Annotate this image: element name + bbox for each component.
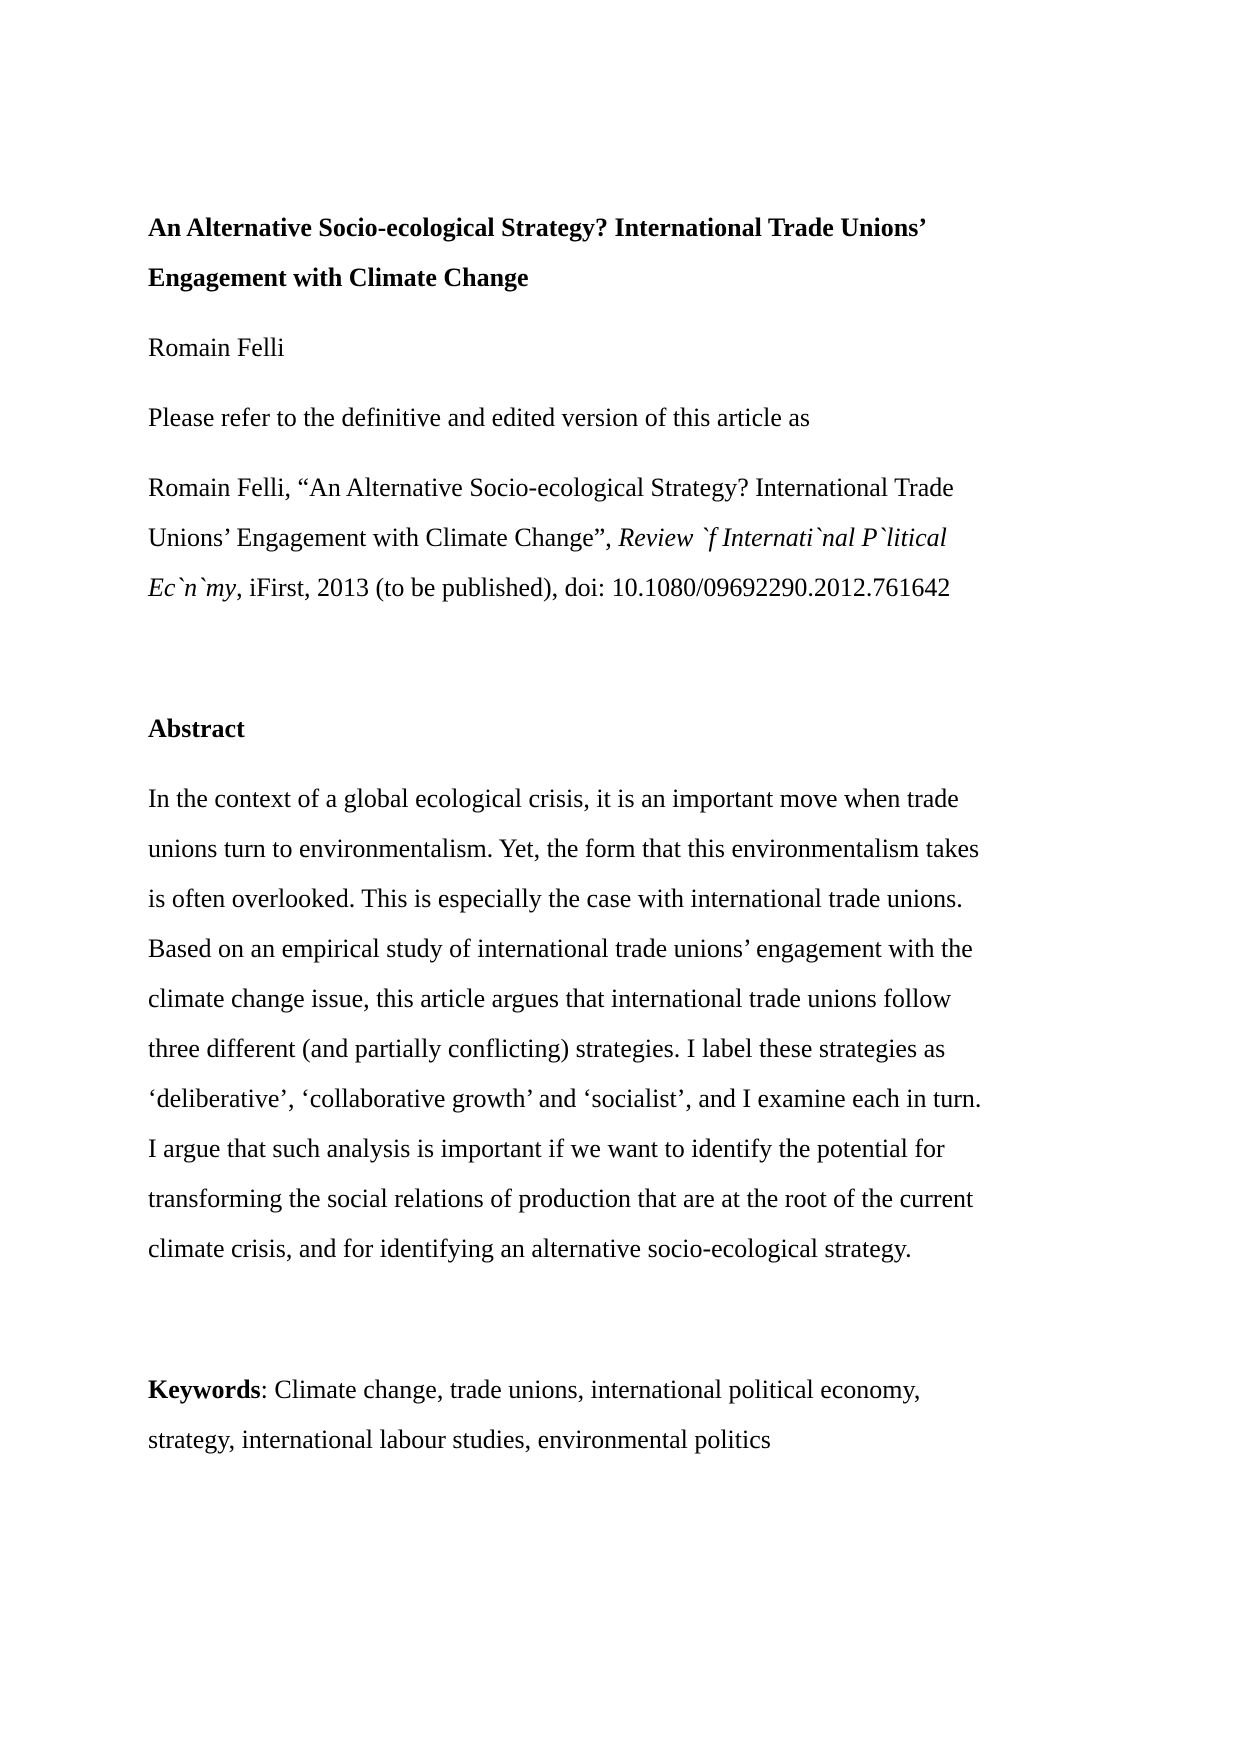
abstract-heading: Abstract: [148, 714, 245, 743]
abstract-line: unions turn to environmentalism. Yet, the form that this environmentalism takes: [148, 834, 980, 863]
journal-name-part-1: Review `f Internati`nal P`litical: [618, 523, 947, 552]
citation-line-1: Romain Felli, “An Alternative Socio-ecological Strategy? International Trade: [148, 473, 954, 502]
abstract-line: Based on an empirical study of international trade unions’ engagement with the: [148, 934, 973, 963]
keywords-text: : Climate change, trade unions, international political economy,: [260, 1375, 921, 1404]
abstract-line: I argue that such analysis is important if we want to identify the potential for: [148, 1134, 945, 1163]
abstract-line: In the context of a global ecological crisis, it is an important move when trade: [148, 784, 959, 813]
abstract-line: climate crisis, and for identifying an alternative socio-ecological strategy.: [148, 1234, 912, 1263]
citation-line-2: [148, 523, 947, 553]
citation-text: Unions’ Engagement with Climate Change”,: [148, 523, 619, 552]
abstract-line: transforming the social relations of production that are at the root of the current: [148, 1184, 974, 1213]
journal-name-part-2: Ec`n`my: [148, 573, 237, 602]
abstract-line: climate change issue, this article argues that international trade unions follow: [148, 984, 952, 1013]
keywords-line-2: strategy, international labour studies, environmental politics: [148, 1425, 771, 1454]
abstract-line: three different (and partially conflicting) strategies. I label these strategies as: [148, 1034, 946, 1063]
keywords-label: Keywords: [148, 1375, 261, 1404]
article-title-line-2: Engagement with Climate Change: [148, 263, 529, 292]
author-name: Romain Felli: [148, 333, 285, 362]
keywords-line-1: [148, 1375, 920, 1405]
abstract-line: ‘deliberative’, ‘collaborative growth’ and ‘socialist’, and I examine each in turn.: [148, 1084, 982, 1113]
article-title-line-1: An Alternative Socio-ecological Strategy? International Trade Unions’: [148, 213, 927, 242]
citation-details: , iFirst, 2013 (to be published), doi: 10.1080/09692290.2012.761642: [236, 573, 951, 602]
citation-line-3: [148, 573, 950, 603]
abstract-line: is often overlooked. This is especially the case with international trade unions.: [148, 884, 963, 913]
refer-note: Please refer to the definitive and edited version of this article as: [148, 403, 811, 432]
